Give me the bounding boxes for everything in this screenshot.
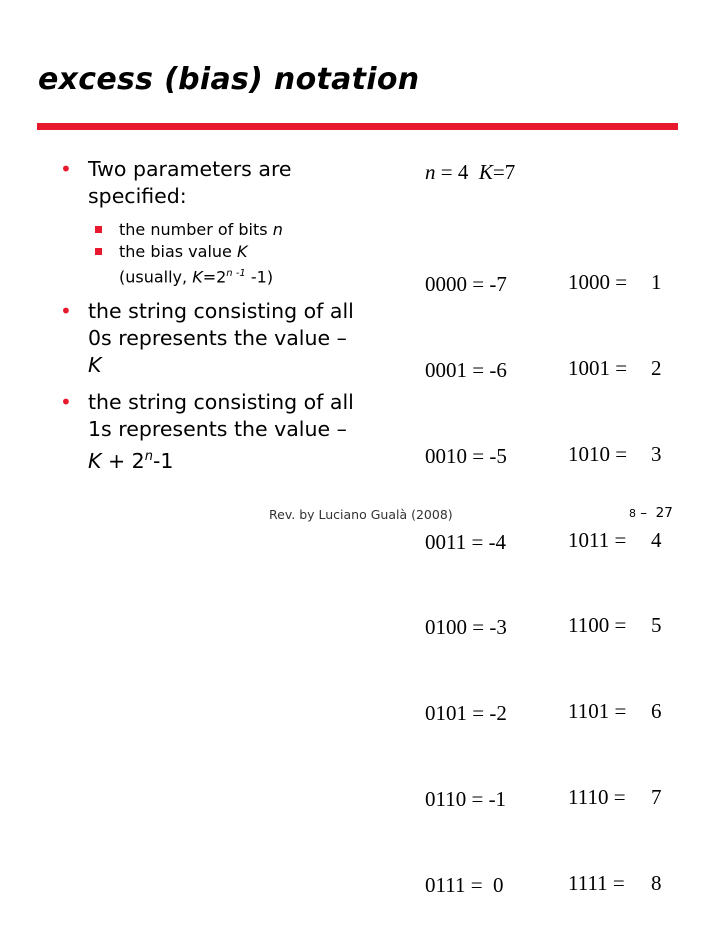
table-row: 1011 = (568, 527, 627, 552)
table-row: 0001 = -6 (425, 357, 507, 382)
var-n: n (272, 220, 283, 239)
param-k-eq: =7 (492, 160, 516, 184)
bullet-text: the string consisting of all 1s represents the value – (88, 390, 354, 442)
square-bullet-icon (95, 226, 102, 233)
param-n: n (425, 160, 436, 184)
table-row: 1111 = (568, 870, 625, 895)
table-row: 0010 = -5 (425, 443, 507, 468)
square-bullet-icon (95, 248, 102, 255)
table-row: 1000 = (568, 270, 628, 295)
table-row: 0000 = -7 (425, 272, 507, 297)
minus-one: -1 (152, 449, 174, 474)
chapter-number: 8 (629, 507, 636, 520)
bullet-two-parameters (58, 156, 358, 210)
bullet-dot-icon: • (60, 299, 72, 324)
encoding-table-right-values (651, 211, 662, 926)
table-cell: 8 (651, 870, 662, 895)
page-separator: – (636, 505, 656, 521)
title-divider (37, 123, 678, 130)
usual-eq: =2 (202, 267, 227, 287)
param-n-eq: = 4 (435, 160, 479, 184)
var-k: K (88, 449, 102, 474)
exponent-n: n (144, 449, 153, 465)
usual-suffix: -1) (245, 267, 274, 287)
table-row: 0100 = -3 (425, 615, 507, 640)
table-row: 1101 = (568, 699, 627, 724)
table-row: 0111 = 0 (425, 872, 504, 897)
param-k: K (478, 160, 493, 184)
table-row: 0011 = -4 (425, 529, 507, 554)
encoding-table-right-codes (568, 211, 627, 926)
encoding-table-left (425, 213, 507, 928)
bullet-all-ones (58, 389, 358, 475)
bullet-list (58, 156, 358, 475)
var-k: K (236, 242, 248, 261)
bullet-dot-icon: • (60, 157, 72, 181)
bullet-all-zeros (58, 298, 358, 379)
table-row: 0110 = -1 (425, 786, 507, 811)
plus-two: + 2 (101, 449, 145, 474)
subbullet-bias-value (58, 241, 358, 288)
table-cell: 4 (651, 527, 662, 552)
table-cell: 7 (651, 784, 662, 809)
var-k: K (192, 267, 203, 287)
footer-credit: Rev. by Luciano Gualà (2008) (269, 507, 453, 522)
bullet-text: Two parameters are specified: (88, 157, 292, 208)
parameters-line (425, 160, 515, 185)
table-row: 1010 = (568, 441, 628, 466)
page-number (629, 505, 673, 521)
table-row: 1100 = (568, 613, 627, 638)
table-row: 1110 = (568, 784, 626, 809)
table-cell: 6 (651, 699, 662, 724)
table-cell: 3 (651, 441, 662, 466)
table-cell: 1 (651, 270, 662, 295)
usual-exponent: n -1 (226, 268, 246, 279)
subbullet-number-of-bits (58, 219, 358, 241)
bullet-dot-icon: • (60, 390, 72, 415)
bullet-text: the string consisting of all 0s represents the value – (88, 299, 354, 351)
subbullet-text: the number of bits (119, 220, 273, 239)
table-cell: 5 (651, 613, 662, 638)
page-number-value: 27 (655, 505, 673, 521)
subbullet-text: the bias value (119, 242, 237, 261)
usual-prefix: (usually, (119, 267, 193, 287)
table-cell: 2 (651, 355, 662, 380)
var-k: K (88, 353, 102, 378)
slide-title: excess (bias) notation (38, 62, 420, 97)
table-row: 0101 = -2 (425, 701, 507, 726)
table-row: 1001 = (568, 355, 628, 380)
